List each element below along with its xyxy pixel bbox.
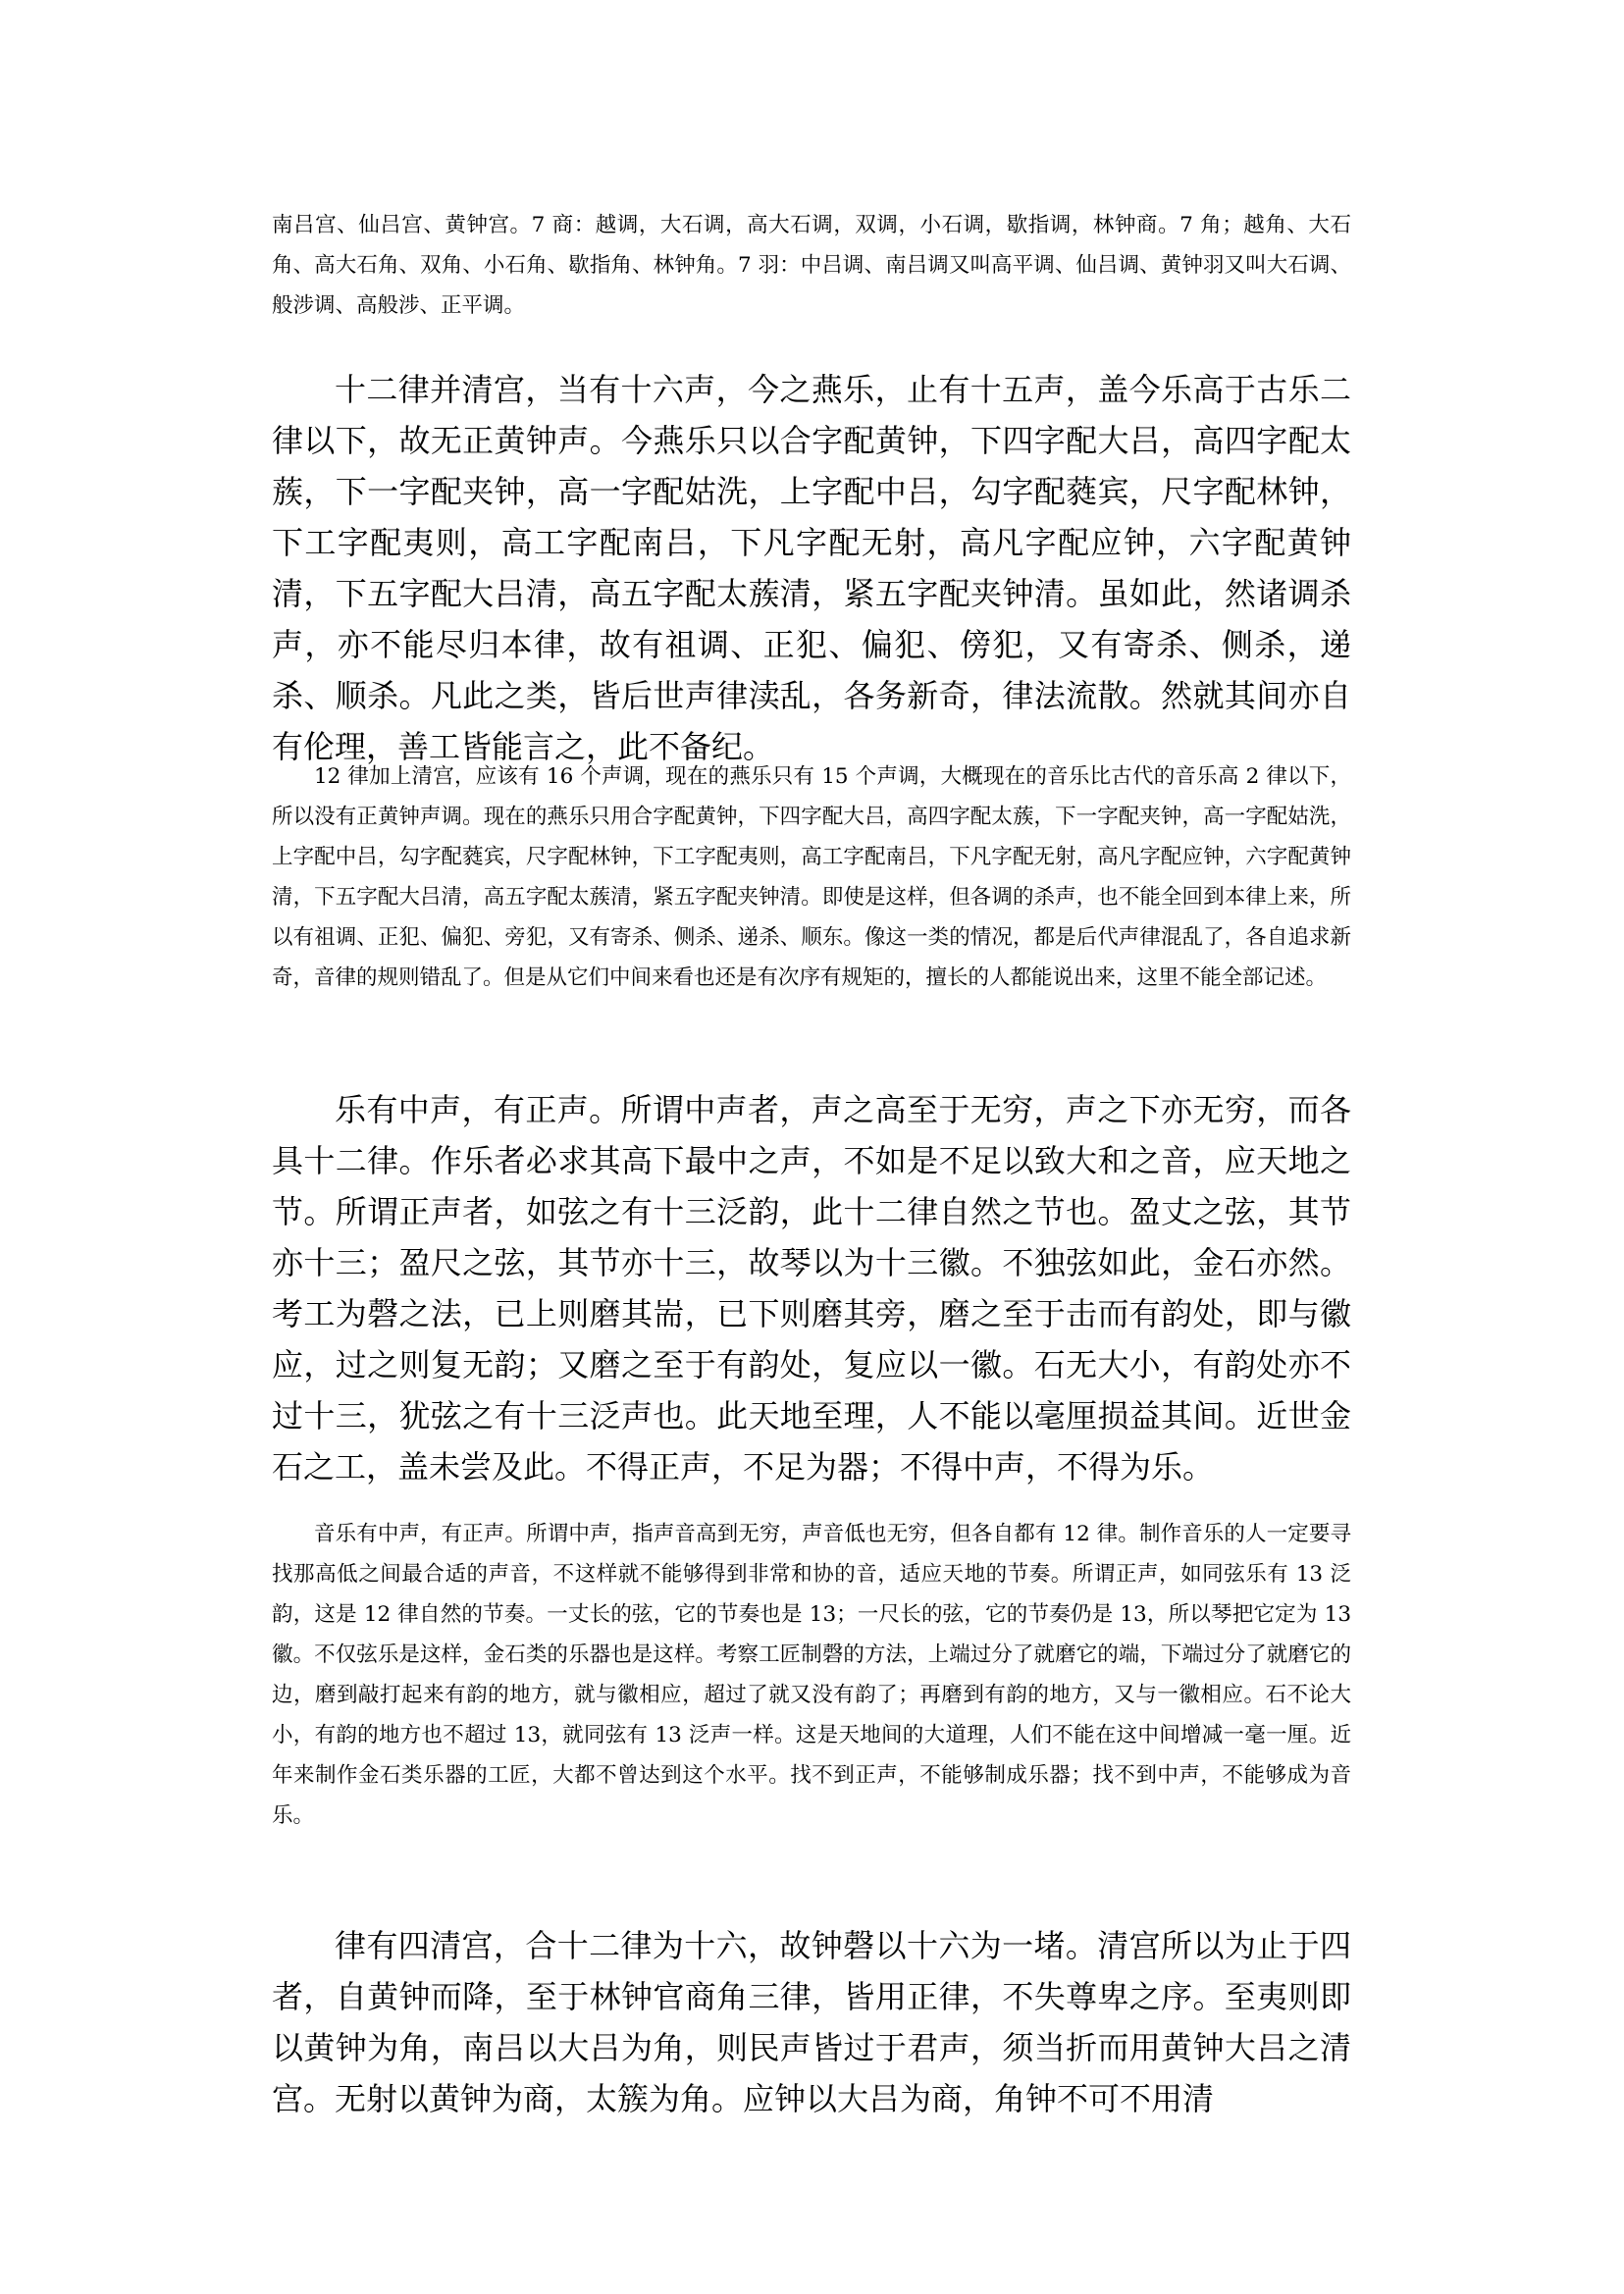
paragraph-modern-twelve-pitches: 12 律加上清宫，应该有 16 个声调，现在的燕乐只有 15 个声调，大概现在的音乐比古代的音乐高 2 律以下，所以没有正黄钟声调。现在的燕乐只用合字配黄钟，下四字配大吕，高四字配太蔟，下一字配夹钟，高一字配姑洗，上字配中吕，勾字配蕤宾，尺字配林钟，下工字配夷则，高工字配南吕，下凡字配无射，高凡字配应钟，六字配黄钟清，下五字配大吕清，高五字配太蔟清，紧五字配夹钟清。即使是这样，但各调的杀声，也不能全回到本律上来，所以有祖调、正犯、偏犯、旁犯，又有寄杀、侧杀、递杀、顺东。像这一类的情况，都是后代声律混乱了，各自追求新奇，音律的规则错乱了。但是从它们中间来看也还是有次序有规矩的，擅长的人都能说出来，这里不能全部记述。 [272,764,1351,990]
paragraph-modern-middle-tone: 音乐有中声，有正声。所谓中声，指声音高到无穷，声音低也无穷，但各自都有 12 律。制作音乐的人一定要寻找那高低之间最合适的声音，不这样就不能够得到非常和协的音，适应天地的节奏。所谓正声，如同弦乐有 13 泛韵，这是 12 律自然的节奏。一丈长的弦，它的节奏也是 13；一尺长的弦，它的节奏仍是 13，所以琴把它定为 13 徽。不仅弦乐是这样，金石类的乐器也是这样。考察工匠制磬的方法，上端过分了就磨它的端，下端过分了就磨它的边，磨到敲打起来有韵的地方，就与徽相应，超过了就又没有韵了；再磨到有韵的地方，又与一徽相应。石不论大小，有韵的地方也不超过 13，就同弦有 13 泛声一样。这是天地间的大道理，人们不能在这中间增减一毫一厘。近年来制作金石类乐器的工匠，大都不曾达到这个水平。找不到正声，不能够制成乐器；找不到中声，不能够成为音乐。 [272,1522,1351,1828]
paragraph-classical-twelve-pitches: 十二律并清宫，当有十六声，今之燕乐，止有十五声，盖今乐高于古乐二律以下，故无正黄钟声。今燕乐只以合字配黄钟，下四字配大吕，高四字配太蔟，下一字配夹钟，高一字配姑洗，上字配中吕，勾字配蕤宾，尺字配林钟，下工字配夷则，高工字配南吕，下凡字配无射，高凡字配应钟，六字配黄钟清，下五字配大吕清，高五字配太蔟清，紧五字配夹钟清。虽如此，然诸调杀声，亦不能尽归本律，故有祖调、正犯、偏犯、傍犯，又有寄杀、侧杀，递杀、顺杀。凡此之类，皆后世声律渎乱，各务新奇，律法流散。然就其间亦自有伦理，善工皆能言之，此不备纪。 [272,371,1351,765]
paragraph-modern-translation-modes: 南吕宫、仙吕宫、黄钟宫。7 商：越调，大石调，高大石调，双调，小石调，歇指调，林钟商。7 角；越角、大石角、高大石角、双角、小石角、歇指角、林钟角。7 羽：中吕调、南吕调又叫高平调、仙吕调、黄钟羽又叫大石调、般涉调、高般涉、正平调。 [272,213,1351,318]
paragraph-classical-middle-tone: 乐有中声，有正声。所谓中声者，声之高至于无穷，声之下亦无穷，而各具十二律。作乐者必求其高下最中之声，不如是不足以致大和之音，应天地之节。所谓正声者，如弦之有十三泛韵，此十二律自然之节也。盈丈之弦，其节亦十三；盈尺之弦，其节亦十三，故琴以为十三徽。不独弦如此，金石亦然。考工为磬之法，已上则磨其耑，已下则磨其旁，磨之至于击而有韵处，即与徽应，过之则复无韵；又磨之至于有韵处，复应以一徽。石无大小，有韵处亦不过十三，犹弦之有十三泛声也。此天地至理，人不能以毫厘损益其间。近世金石之工，盖未尝及此。不得正声，不足为器；不得中声，不得为乐。 [272,1091,1351,1486]
paragraph-classical-four-clear-tones: 律有四清宫，合十二律为十六，故钟磬以十六为一堵。清宫所以为止于四者，自黄钟而降，至于林钟官商角三律，皆用正律，不失尊卑之序。至夷则即以黄钟为角，南吕以大吕为角，则民声皆过于君声，须当折而用黄钟大吕之清宫。无射以黄钟为商，太簇为角。应钟以大吕为商，角钟不可不用清 [272,1927,1351,2117]
